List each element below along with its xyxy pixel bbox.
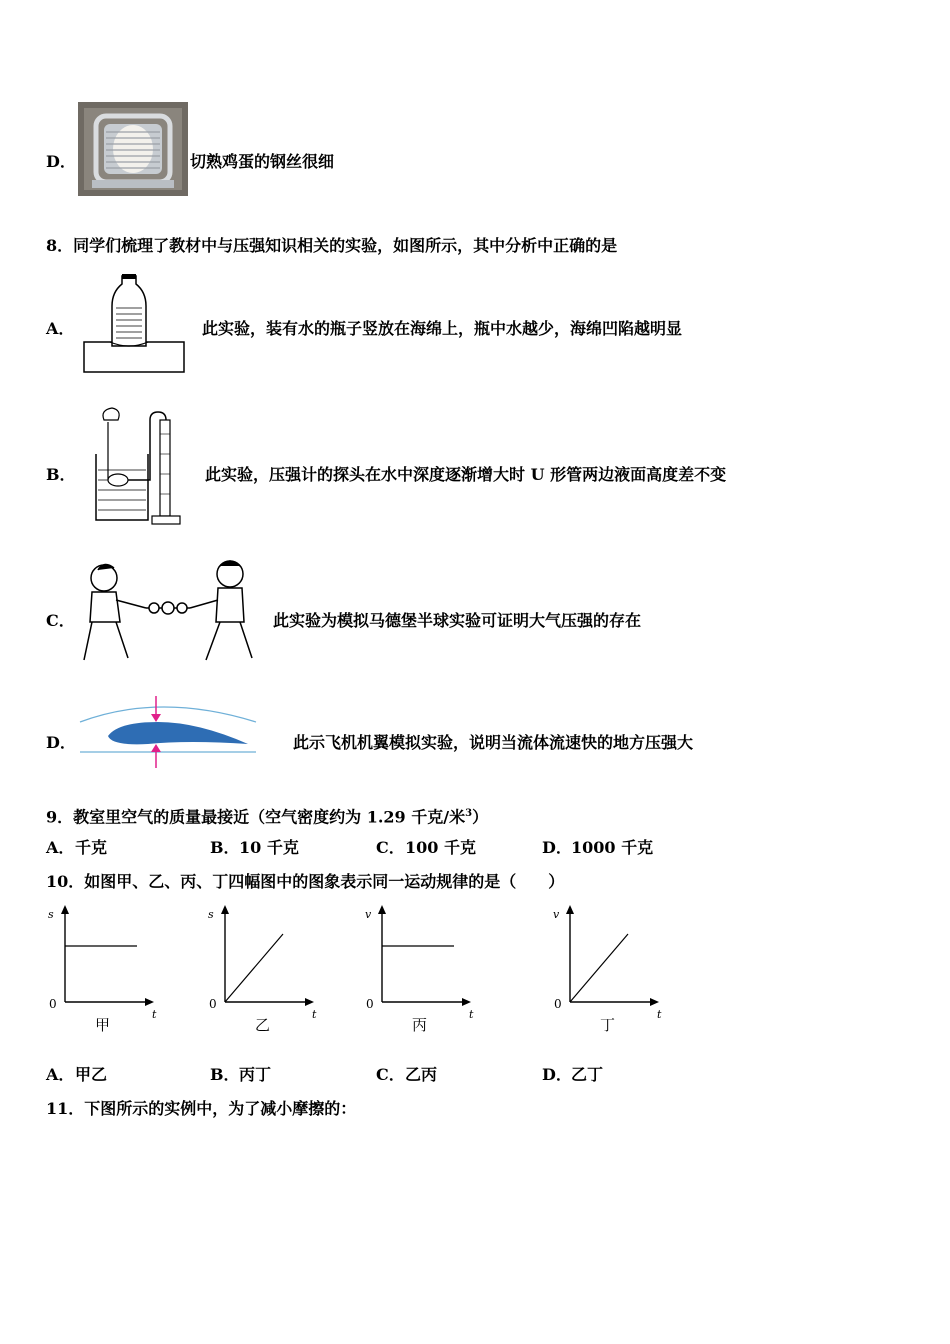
graph-2-caption: 丙: [412, 1016, 428, 1034]
graph-1-xlabel: t: [312, 1008, 317, 1021]
graph-0-x-arrow: [145, 998, 154, 1006]
graph-3-line: [570, 934, 628, 1002]
pressure-gauge-figure: [78, 404, 186, 526]
graph-2-xlabel: t: [469, 1008, 474, 1021]
graph-3-y-arrow: [566, 905, 574, 914]
q10-option-b-label: B．: [210, 1065, 240, 1084]
graph-1-ylabel: s: [208, 908, 214, 921]
q9-option-b-text: 10 千克: [239, 838, 299, 857]
q10-stem: 10．如图甲、乙、丙、丁四幅图中的图象表示同一运动规律的是（ ）: [46, 872, 565, 891]
graph-2-x-arrow: [462, 998, 471, 1006]
q9-stem-end: ）: [472, 807, 489, 827]
airfoil-figure: [78, 692, 258, 770]
graph-2-origin: 0: [366, 997, 374, 1011]
q9-option-c-text: 100 千克: [405, 838, 476, 857]
graph-2-y-arrow: [378, 905, 386, 914]
graph-0-xlabel: t: [152, 1008, 157, 1021]
q10-option-b-text: 丙丁: [239, 1065, 272, 1084]
q9-option-d-text: 1000 千克: [571, 838, 654, 857]
q7-option-d-label: D．: [46, 152, 76, 171]
q8-option-a-label: A．: [46, 319, 75, 338]
q10-option-a-label: A．: [46, 1065, 75, 1084]
q9-option-a-text: 千克: [75, 838, 108, 857]
q10-option-c-label: C．: [376, 1065, 405, 1084]
q8-option-b-label: B．: [46, 465, 76, 484]
q10-option-d-label: D．: [542, 1065, 572, 1084]
q9-option-c-label: C．: [376, 838, 405, 857]
graph-0-origin: 0: [49, 997, 57, 1011]
q9-stem-text: 9．教室里空气的质量最接近（空气密度约为 1.29 千克/米: [46, 807, 466, 827]
q10-option-c-text: 乙丙: [405, 1065, 438, 1084]
graph-3-xlabel: t: [657, 1008, 662, 1021]
q8-option-d-label: D．: [46, 733, 76, 752]
graph-1-origin: 0: [209, 997, 217, 1011]
q10-option-a-text: 甲乙: [75, 1065, 108, 1084]
motion-graphs: [40, 900, 680, 1040]
q8-option-d-text: 此示飞机机翼模拟实验，说明当流体流速快的地方压强大: [293, 733, 694, 752]
graph-3-x-arrow: [650, 998, 659, 1006]
bottle-on-sponge-figure: [82, 272, 188, 376]
q9-option-b-label: B．: [210, 838, 240, 857]
q10-option-d-text: 乙丁: [571, 1065, 604, 1084]
q9-stem: [46, 804, 488, 827]
graph-0-ylabel: s: [48, 908, 54, 921]
q8-stem: 8．同学们梳理了教材中与压强知识相关的实验，如图所示，其中分析中正确的是: [46, 236, 618, 255]
graph-1-x-arrow: [305, 998, 314, 1006]
q9-option-d-label: D．: [542, 838, 572, 857]
graph-0-y-arrow: [61, 905, 69, 914]
magdeburg-hemispheres-figure: [80, 558, 260, 672]
egg-slicer-photo: [78, 102, 188, 196]
q8-option-a-text: 此实验，装有水的瓶子竖放在海绵上，瓶中水越少，海绵凹陷越明显: [202, 319, 683, 338]
q7-option-d-text: 切熟鸡蛋的钢丝很细: [190, 152, 335, 171]
q8-option-c-text: 此实验为模拟马德堡半球实验可证明大气压强的存在: [273, 611, 642, 630]
q9-stem-superscript: 3: [465, 808, 473, 819]
graph-3-caption: 丁: [600, 1016, 616, 1034]
graph-2-ylabel: v: [365, 908, 372, 921]
graph-3-origin: 0: [554, 997, 562, 1011]
graph-0-caption: 甲: [95, 1016, 111, 1034]
graph-1-y-arrow: [221, 905, 229, 914]
q11-stem: 11．下图所示的实例中，为了减小摩擦的：: [46, 1099, 357, 1118]
graph-3-ylabel: v: [553, 908, 560, 921]
q9-option-a-label: A．: [46, 838, 75, 857]
q8-option-b-text: 此实验，压强计的探头在水中深度逐渐增大时 U 形管两边液面高度差不变: [205, 465, 727, 484]
q8-option-c-label: C．: [46, 611, 75, 630]
graph-1-caption: 乙: [255, 1016, 271, 1034]
graph-1-line: [225, 934, 283, 1002]
